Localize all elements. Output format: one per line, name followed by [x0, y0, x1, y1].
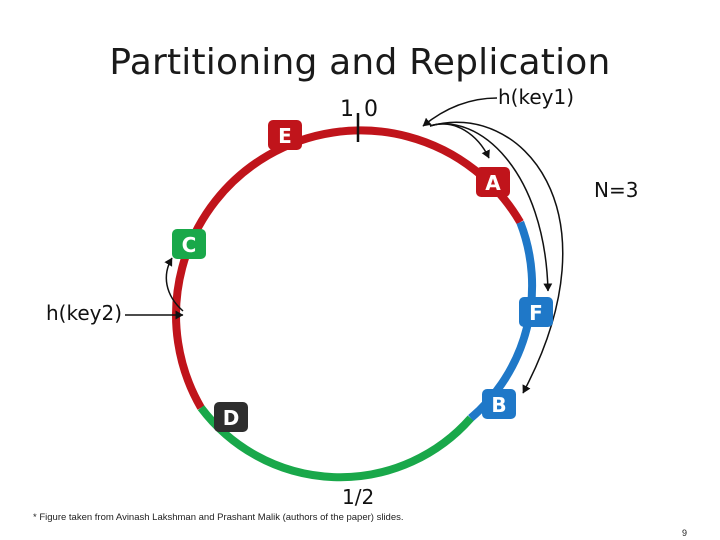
key1-label: h(key1): [498, 85, 575, 109]
node-f: [519, 297, 553, 327]
svg-text:C: C: [181, 233, 197, 257]
footnote: * Figure taken from Avinash Lakshman and Prashant Malik (authors of the paper) slides.: [33, 512, 404, 523]
svg-text:B: B: [491, 393, 507, 417]
key2-label: h(key2): [46, 301, 123, 325]
replica-arrow-to-a: [430, 124, 489, 158]
node-e: [268, 120, 302, 150]
ring-label-half: 1/2: [342, 485, 375, 509]
node-a: [476, 167, 510, 197]
page-number: 9: [682, 528, 688, 538]
ring-label-zero: 0: [364, 97, 378, 122]
ring-label-one: 1: [340, 97, 354, 122]
node-d: [214, 402, 248, 432]
replica-arrow-to-b: [430, 122, 563, 393]
svg-text:F: F: [529, 301, 543, 325]
svg-text:A: A: [485, 171, 501, 195]
node-c: [172, 229, 206, 259]
slide-title: Partitioning and Replication: [109, 42, 611, 83]
replication-factor-label: N=3: [594, 178, 639, 202]
svg-text:E: E: [278, 124, 292, 148]
svg-text:D: D: [222, 406, 240, 430]
node-b: [482, 389, 516, 419]
ring-arc-red: [176, 130, 520, 407]
